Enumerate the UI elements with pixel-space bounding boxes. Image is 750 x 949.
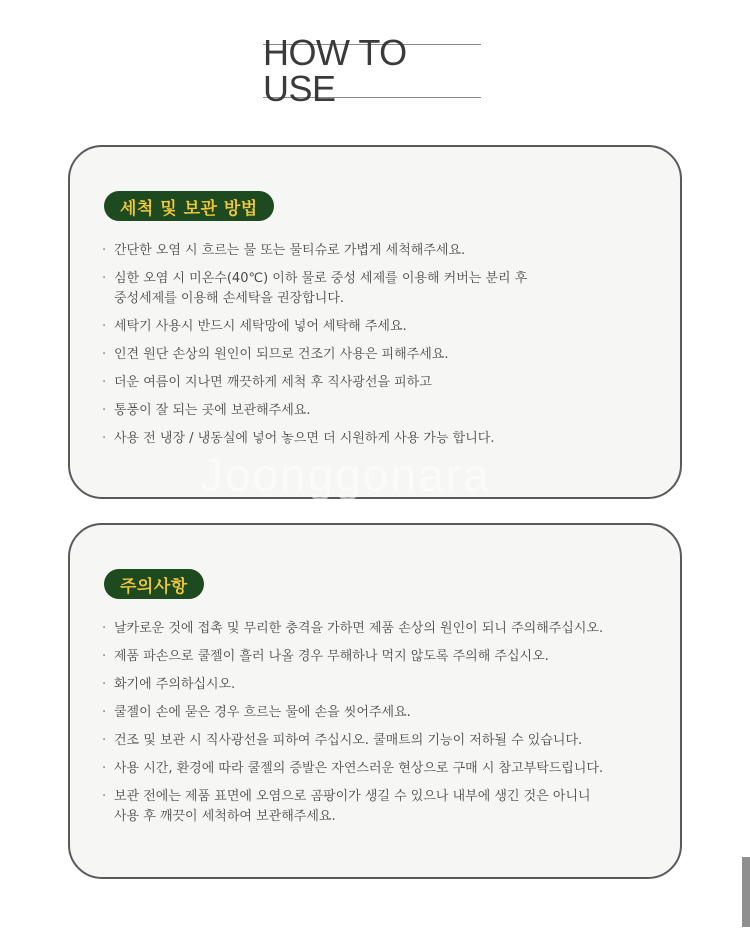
bullet-dot-icon: · xyxy=(102,319,107,334)
bullet-dot-icon: · xyxy=(102,403,107,418)
list-item: · 사용 시간, 환경에 따라 쿨젤의 증발은 자연스러운 현상으로 구매 시 참고부탁드립니다. xyxy=(102,759,660,779)
bullet-dot-icon: · xyxy=(102,621,107,636)
list-item: · 보관 전에는 제품 표면에 오염으로 곰팡이가 생길 수 있으나 내부에 생긴 것은 아니니 사용 후 깨끗이 세척하여 보관해주세요. xyxy=(102,789,591,824)
bullet-dot-icon: · xyxy=(102,761,107,776)
section-badge-caution: 주의사항 xyxy=(104,569,204,599)
care-list xyxy=(102,241,660,457)
edge-scroll-block xyxy=(742,857,750,927)
caution-card xyxy=(68,523,682,879)
bullet-dot-icon: · xyxy=(102,271,107,286)
list-item: · 건조 및 보관 시 직사광선을 피하여 주십시오. 쿨매트의 기능이 저하될 수 있습니다. xyxy=(102,731,660,751)
page-title: HOW TO USE xyxy=(263,32,407,109)
caution-list xyxy=(102,619,660,835)
care-storage-card xyxy=(68,145,682,499)
list-item: · 통풍이 잘 되는 곳에 보관해주세요. xyxy=(102,401,660,421)
section-badge-care: 세척 및 보관 방법 xyxy=(104,191,274,221)
bullet-dot-icon: · xyxy=(102,375,107,390)
list-item: · 심한 오염 시 미온수(40℃) 이하 물로 중성 세제를 이용해 커버는 분리 후 중성세제를 이용해 손세탁을 권장합니다. xyxy=(102,271,528,306)
list-item: · 인견 원단 손상의 원인이 되므로 건조기 사용은 피해주세요. xyxy=(102,345,660,365)
list-item: · 쿨젤이 손에 묻은 경우 흐르는 물에 손을 씻어주세요. xyxy=(102,703,660,723)
list-item: · 제품 파손으로 쿨젤이 흘러 나올 경우 무해하나 먹지 않도록 주의해 주십시오. xyxy=(102,647,660,667)
bullet-dot-icon: · xyxy=(102,705,107,720)
watermark: Joonggonara xyxy=(200,449,491,501)
bullet-dot-icon: · xyxy=(102,347,107,362)
bullet-dot-icon: · xyxy=(102,677,107,692)
bullet-dot-icon: · xyxy=(102,789,107,804)
list-item: · 사용 전 냉장 / 냉동실에 넣어 놓으면 더 시원하게 사용 가능 합니다. xyxy=(102,429,660,449)
bullet-dot-icon: · xyxy=(102,733,107,748)
bullet-dot-icon: · xyxy=(102,431,107,446)
list-item: · 간단한 오염 시 흐르는 물 또는 물티슈로 가볍게 세척해주세요. xyxy=(102,241,660,261)
list-item: · 날카로운 것에 접촉 및 무리한 충격을 가하면 제품 손상의 원인이 되니 주의해주십시오. xyxy=(102,619,660,639)
bullet-dot-icon: · xyxy=(102,649,107,664)
list-item: · 더운 여름이 지나면 깨끗하게 세척 후 직사광선을 피하고 xyxy=(102,373,660,393)
list-item: · 화기에 주의하십시오. xyxy=(102,675,660,695)
list-item: · 세탁기 사용시 반드시 세탁망에 넣어 세탁해 주세요. xyxy=(102,317,660,337)
bullet-dot-icon: · xyxy=(102,243,107,258)
title-frame xyxy=(263,32,481,109)
